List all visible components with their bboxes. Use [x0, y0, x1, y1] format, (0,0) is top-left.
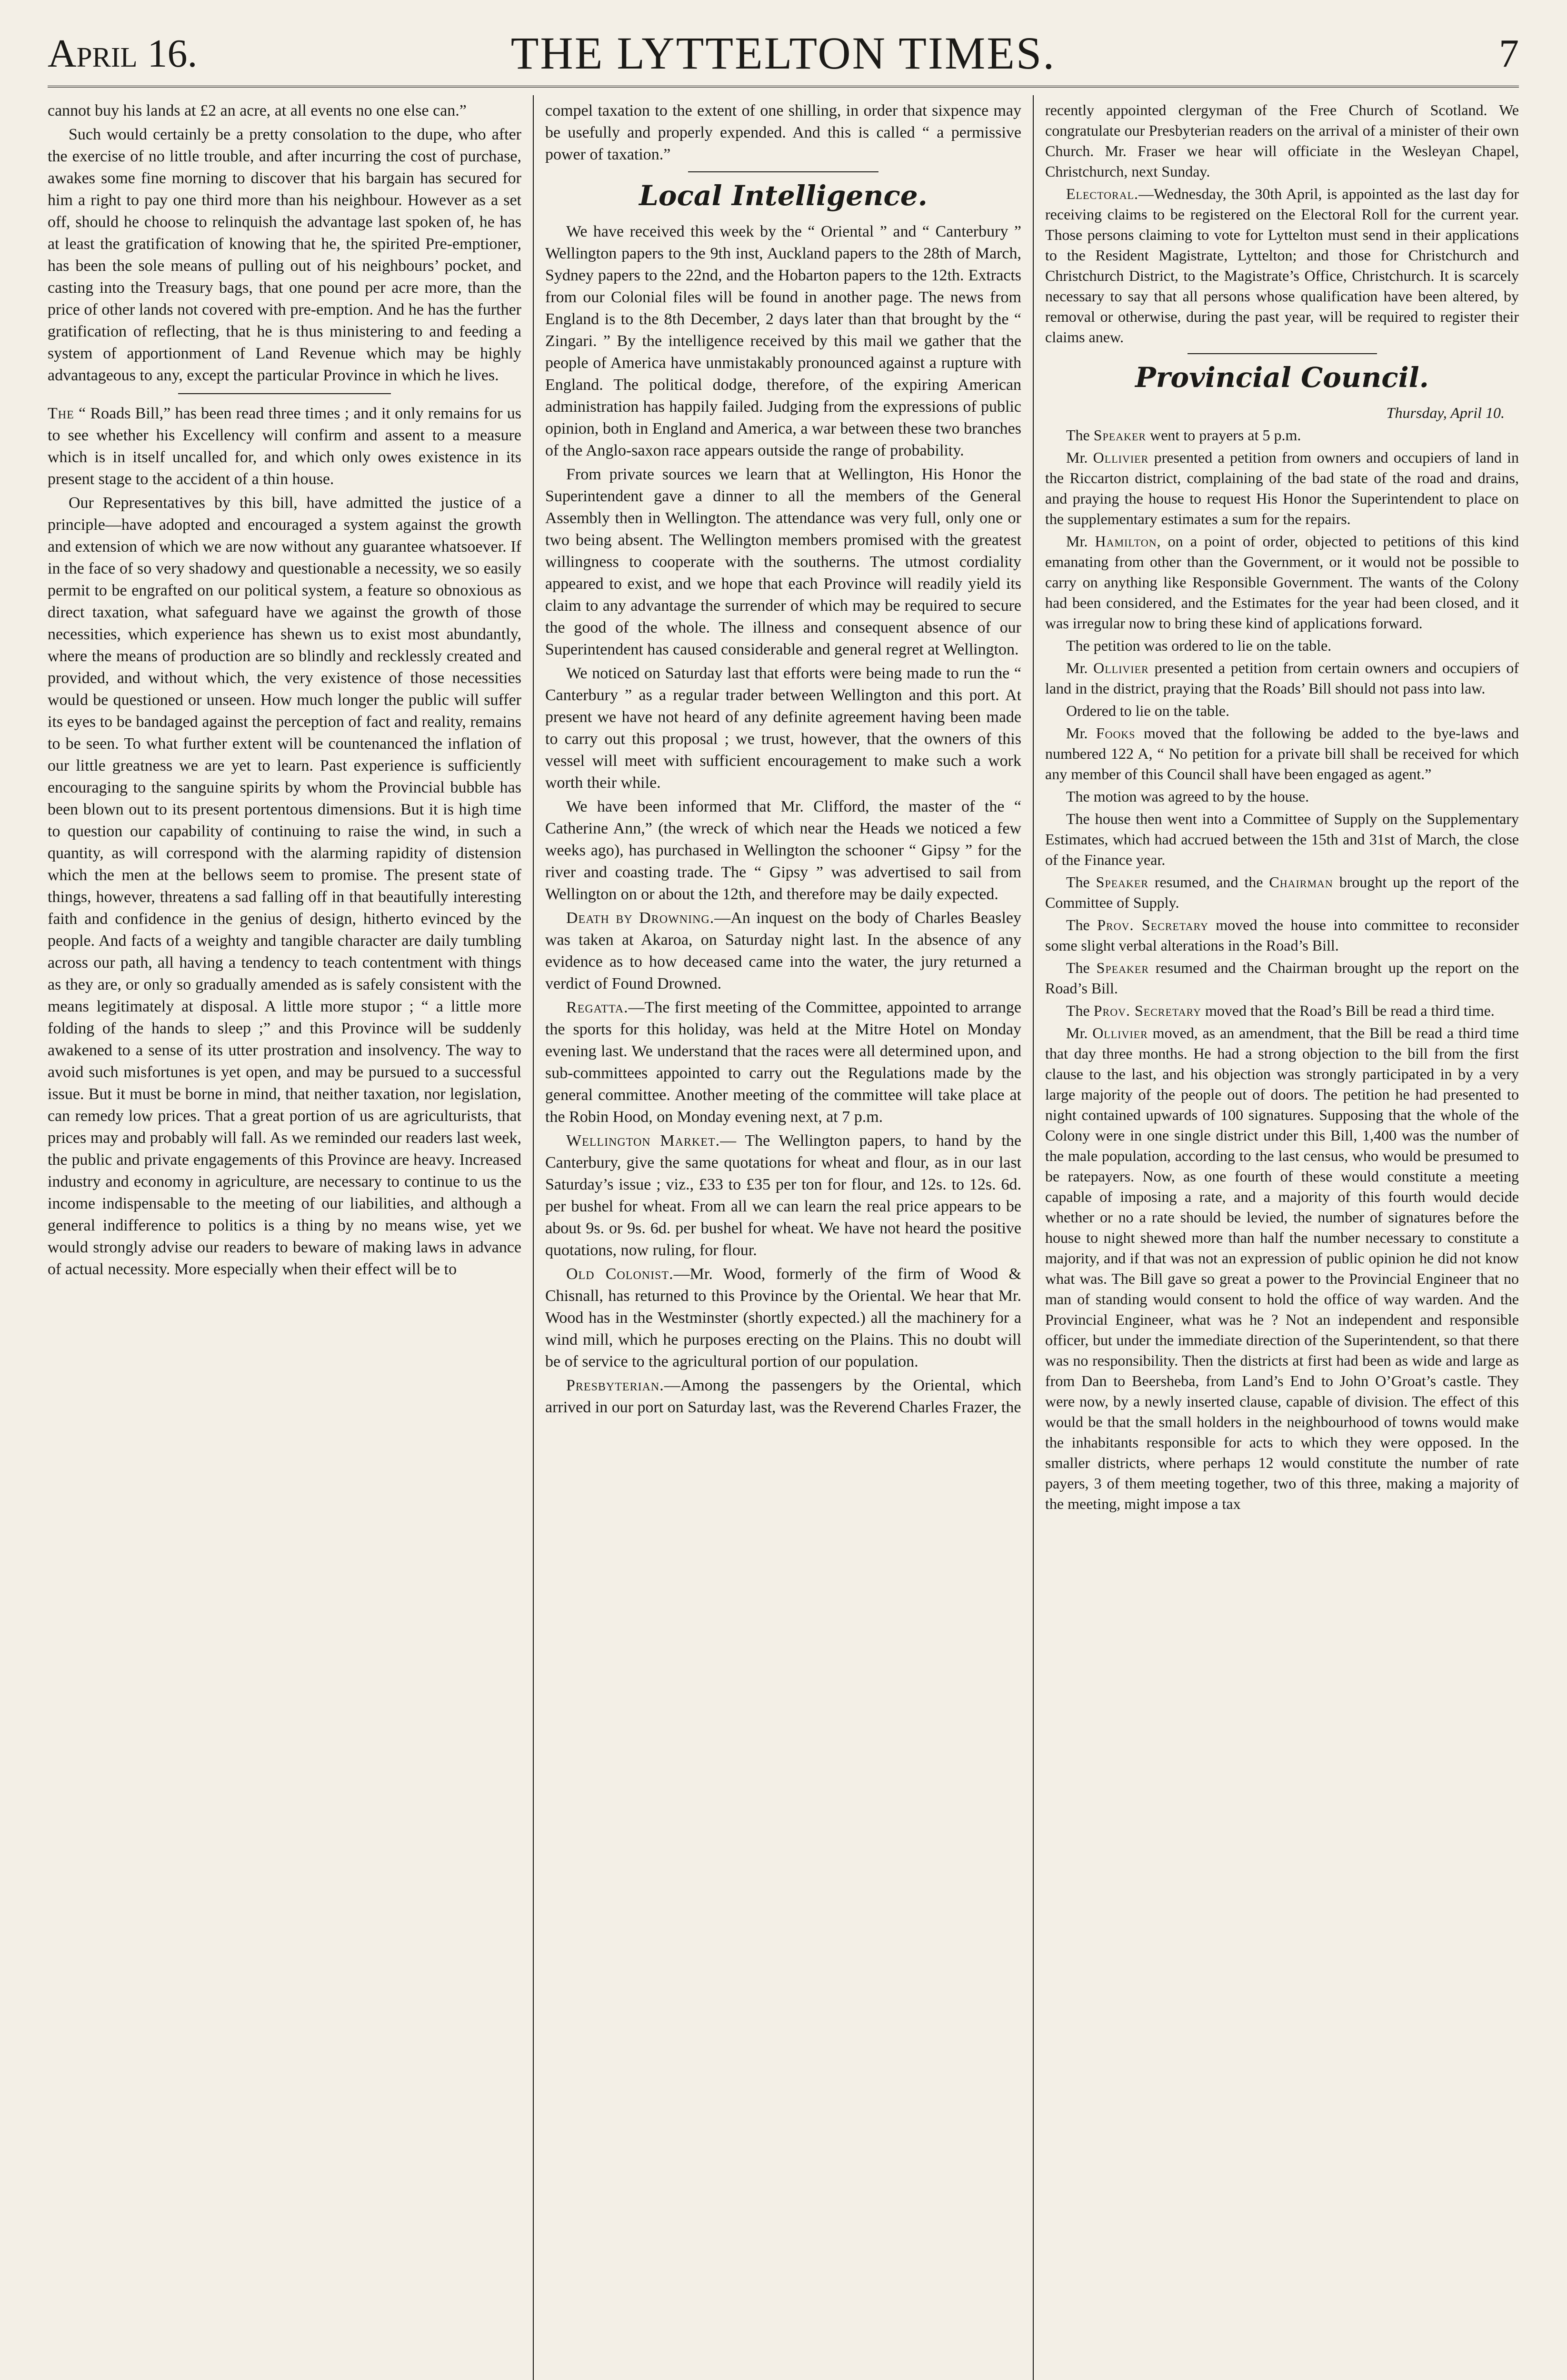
paragraph: We have received this week by the “ Oriental ” and “ Canterbury ” Wellington papers to the 9th inst, Auckland papers to the 28th of March, Sydney papers to the 22nd, and the Hobarton papers to the 12th. Extracts from our Colonial files will be found in another page. The news from England is to the 8th December, 2 days later than that brought by the “ Zingari. ” By the intelligence received by this mail we gather that the people of America have unmistakably pronounced against a rupture with England. The political dodge, therefore, of the expiring American administration has happily failed. Judging from the expressions of public opinion, both in England and America, a war between these two branches of the Anglo-saxon race appears outside the range of probability. — [545, 223, 1021, 459]
text: presented a petition from owners and occupiers of land in the Riccarton district, complaining of the bad state of the road and drains, and praying the house to request His Honor the Superintendent to place on the supplementary estimates a sum for the repairs. — [1045, 449, 1519, 527]
paragraph: compel taxation to the extent of one shilling, in order that sixpence may be usefully and properly expended. And this is called “ a permissive power of taxation.” — [545, 102, 1021, 163]
member-name: Prov. Secretary — [1093, 1002, 1201, 1019]
chairman-name: Chairman — [1269, 873, 1333, 891]
text: The — [1066, 916, 1090, 933]
proceeding: The motion was agreed to by the house. — [1066, 788, 1309, 805]
news-item — [545, 907, 1021, 995]
member-name: Ollivier — [1092, 1024, 1148, 1041]
proceeding — [1045, 1001, 1519, 1021]
column-2 — [545, 100, 1021, 2380]
text: went to prayers at 5 p.m. — [1150, 426, 1301, 444]
member-name: Ollivier — [1093, 449, 1149, 466]
item-text: —The first meeting of the Committee, appointed to arrange the sports for this holiday, was held at the Mitre Hotel on Monday evening last. We understand that the races were all determined upon, and sub-committees appointed to carry out the Regulations made by the general committee. Another meeting of the committee will take place at the Robin Hood, on Monday evening next, at 7 p.m. — [545, 999, 1021, 1126]
text: The — [1066, 1002, 1090, 1019]
section-heading-local-intelligence: Local Intelligence. — [639, 179, 928, 212]
member-name: Prov. Secretary — [1097, 916, 1208, 933]
proceeding — [1045, 872, 1519, 913]
item-lead: Regatta. — [566, 999, 629, 1016]
divider — [688, 171, 878, 172]
text: The — [1066, 426, 1090, 444]
member-name: Fooks — [1096, 724, 1136, 742]
text: Mr. — [1066, 659, 1088, 676]
item-text: —Mr. Wood, formerly of the firm of Wood & Chisnall, has returned to this Province by the Oriental. We hear that Mr. Wood has in the Westminster (shortly expected.) all the machinery for a wind mill, which he purposes erecting on the Plains. This no doubt will be of service to the agricultural portion of our population. — [545, 1265, 1021, 1370]
text: resumed, and the — [1154, 873, 1263, 891]
item-lead: Wellington Market. — [566, 1132, 720, 1150]
text: moved that the Road’s Bill be read a third time. — [1205, 1002, 1495, 1019]
paragraph: cannot buy his lands at £2 an acre, at all events no one else can.” — [48, 102, 467, 119]
news-item — [545, 1263, 1021, 1373]
item-lead: Death by Drowning. — [566, 909, 715, 927]
proceeding: The petition was ordered to lie on the table. — [1066, 637, 1332, 654]
proceeding — [1045, 531, 1519, 634]
text: The — [1066, 873, 1090, 891]
news-item — [545, 1375, 1021, 1418]
proceeding — [1045, 658, 1519, 699]
page-number: 7 — [1499, 31, 1519, 76]
proceeding: Ordered to lie on the table. — [1066, 702, 1229, 719]
column-3 — [1045, 100, 1519, 2380]
masthead — [48, 24, 1519, 88]
proceeding: The house then went into a Committee of Supply on the Supplementary Estimates, which had accrued between the 15th and 31st of March, the close of the Finance year. — [1045, 810, 1519, 868]
text: moved the house into committee to reconsider some slight verbal alterations in the Road’s Bill. — [1045, 916, 1519, 954]
item-text: — The Wellington papers, to hand by the Canterbury, give the same quotations for wheat and flour, as in our last Saturday’s issue ; viz., £33 to £35 per ton for flour, and 12s. to 12s. 6d. per bushel for wheat. From all we can learn the real price appears to be about 9s. or 9s. 6d. per bushel for wheat. We have not heard the positive quotations, now ruling, for flour. — [545, 1132, 1021, 1259]
newspaper-title: THE LYTTELTON TIMES. — [510, 28, 1056, 79]
dateline: Thursday, April 10. — [1386, 404, 1505, 421]
proceeding — [1045, 1023, 1519, 1514]
paragraph: Our Representatives by this bill, have admitted the justice of a principle—have adopted and encouraged a system against the growth and extension of which we are now without any guarantee whatsoever. If in the face of so very shadowy and questionable a necessity, we so easily permit to be engrafted on our political system, a feature so obnoxious as direct taxation, what safeguard have we against the growth of those necessities, which experience has shewn us to exist most abundantly, where the means of production are so blindly and recklessly created and provided, and without which, the very existence of those necessities would be questioned or unseen. How much longer the public will suffer its eyes to be bandaged against the perception of fact and reality, remains to be seen. To what further extent will be countenanced the inflation of our little greatness we are yet to learn. Past experience is sufficiently encouraging to the sanguine spirits by whom the Provincial bubble has been blown out to its present portentous dimensions. But it is high time to question our capability of continuing to raise the wind, in such a quantity, as will correspond with the alarming rapidity of distension which the men at the bellows seem to promise. The present state of things, however, threatens a sad falling off in that beautifully interesting faith and confidence in the genius of design, hitherto evinced by the people. And facts of a weighty and tangible character are daily tumbling across our path, all having a tendency to teach contentment with things as they are, or only so gradually amended as is safely consistent with the means legitimately at disposal. A little more stupor ; “ a little more folding of the hands to sleep ;” and this Province will be suddenly awakened to a sense of its utter prostration and insolvency. The way to avoid such misfortunes is yet open, and may be pursued to a successful issue. But it must be borne in mind, that neither taxation, nor legislation, can remedy low prices. That a great portion of us are agriculturists, that prices may and probably will fall. As we reminded our readers last week, the public and private engagements of this Province are heavy. Increased industry and economy in agriculture, are necessary to continue to us the income indispensable to the meeting of our liabilities, and although a general indifference to politics is a thing by no means wise, yet we would strongly advise our readers to beware of making laws in advance of actual necessity. More especially when their effect will be to — [48, 494, 521, 1278]
item-lead: Presbyterian. — [566, 1377, 664, 1394]
item-lead: Old Colonist. — [566, 1265, 674, 1283]
text: Mr. — [1066, 533, 1088, 550]
paragraph — [48, 403, 521, 490]
paragraph: From private sources we learn that at Wellington, His Honor the Superintendent gave a dinner to all the members of the General Assembly then in Wellington. The attendance was very full, only one or two being absent. The Wellington members promised with the greatest willingness to cooperate with the southerns. The utmost cordiality appeared to exist, and we hope that each Province will readily yield its claim to any advantage the surrender of which may be required to secure the good of the whole. The illness and consequent absence of our Superintendent has caused considerable and general regret at Wellington. — [545, 466, 1021, 658]
text: brought up the report of the Committee of Supply. — [1045, 873, 1519, 911]
text: Mr. — [1066, 1024, 1088, 1041]
news-item — [1045, 184, 1519, 347]
proceeding — [1045, 723, 1519, 784]
text: Mr. — [1066, 724, 1088, 742]
lead-word: The — [48, 405, 74, 422]
text: , on a point of order, objected to petitions of this kind emanating from other than the Government, or it would not be possible to carry on anything like Responsible Government. The wants of the Colony had been considered, and the Estimates for the year had been closed, and it was irregular now to bring these kind of applications forward. — [1045, 533, 1519, 632]
paragraph: We have been informed that Mr. Clifford, the master of the “ Catherine Ann,” (the wreck of which near the Heads we noticed a few weeks ago), has purchased in Wellington the schooner “ Gipsy ” for the river and coasting trade. The “ Gipsy ” was advertised to sail from Wellington on or about the 12th, and therefore may be daily expected. — [545, 798, 1021, 903]
text: Mr. — [1066, 449, 1088, 466]
speaker-name: Speaker — [1093, 426, 1147, 444]
speaker-name: Speaker — [1096, 959, 1149, 976]
text: presented a petition from certain owners and occupiers of land in the district, praying that the Roads’ Bill should not pass into law. — [1045, 659, 1519, 697]
paragraph-text: “ Roads Bill,” has been read three times ; and it only remains for us to see whether his Excellency will confirm and assent to a measure which is in itself uncalled for, and which only owes existence in its present stage to the accident of a thin house. — [48, 405, 521, 488]
section-heading-provincial-council: Provincial Council. — [1135, 361, 1429, 394]
item-text: —Among the passengers by the Oriental, which arrived in our port on Saturday last, was the Reverend Charles Frazer, the — [545, 1377, 1021, 1416]
speaker-name: Speaker — [1096, 873, 1149, 891]
divider — [1188, 353, 1377, 354]
text: The — [1066, 959, 1090, 976]
text: moved that the following be added to the bye-laws and numbered 122 A, “ No petition for a private bill shall be received for which any member of this Council shall have been engaged as agent.” — [1045, 724, 1519, 783]
paragraph: recently appointed clergyman of the Free Church of Scotland. We congratulate our Presbyterian readers on the arrival of a minister of their own Church. Mr. Fraser we hear will officiate in the Wesleyan Chapel, Christchurch, next Sunday. — [1045, 101, 1519, 180]
proceeding — [1045, 958, 1519, 999]
column-1 — [48, 100, 521, 2380]
item-text: —An inquest on the body of Charles Beasley was taken at Akaroa, on Saturday night last. In the absence of any evidence as to how deceased came into the water, the jury returned a verdict of Found Drowned. — [545, 909, 1021, 992]
text: resumed and the Chairman brought up the report on the Road’s Bill. — [1045, 959, 1519, 997]
text: moved, as an amendment, that the Bill be read a third time that day three months. He had a strong objection to the bill from the first clause to the last, and his objection was strongly participated in by a very large majority of the people out of doors. The petition he had presented to night contained upwards of 100 signatures. Supposing that the whole of the Colony were in one single district under this Bill, 1,400 was the number of the male population, according to the last census, who would be presumed to be ratepayers. Now, as one fourth of these would constitute a meeting capable of imposing a rate, and a majority of this fourth would decide whether or no a rate should be levied, the number of signatures before the house to night shewed more than half the number necessary to constitute a majority, and if that was not an expression of public opinion he did not know what was. The Bill gave so great a power to the Provincial Engineer that no man of standing would consent to hold the office of way warden. And the Provincial Engineer, what was he ? Not an independent and responsible officer, but under the immediate direction of the Superintendent, so that there was no responsibility. Then the districts at first had been as wide and large as from Dan to Beersheba, from Land’s End to John O’Groat’s castle. They were now, by a newly inserted clause, capable of division. The effect of this would be that the small holders in the neighbourhood of towns would make the inhabitants responsible for acts to which they were opposed. In the smaller districts, where perhaps 12 would constitute the number of rate payers, 3 of them meeting together, two of this three, making a majority of the meeting, might impose a tax — [1045, 1024, 1519, 1512]
member-name: Ollivier — [1093, 659, 1149, 676]
news-item — [545, 997, 1021, 1128]
paragraph: Such would certainly be a pretty consolation to the dupe, who after the exercise of no little trouble, and after incurring the cost of purchase, awakes some fine morning to discover that his bargain has secured for him a right to pay one third more than his neighbour. However as a set off, should he choose to relinquish the advantage last spoken of, he has at least the gratification of knowing that he, the spirited Pre-emptioner, has been the sole means of pulling out of his neighbours’ pocket, and casting into the Treasury bags, that one pound per acre more, than the price of other lands not covered with pre-emption. And he has the further gratification of reflecting, that he is thus ministering to and feeding a system of apportionment of Land Revenue which may be highly advantageous to any, except the particular Province in which he lives. — [48, 126, 521, 384]
item-lead: Electoral. — [1066, 185, 1139, 202]
item-text: —Wednesday, the 30th April, is appointed as the last day for receiving claims to be registered on the Electoral Roll for the current year. Those persons claiming to vote for Lyttelton must send in their applications to the Resident Magistrate, Lyttelton; and those for Christchurch and Christchurch District, to the Magistrate’s Office, Christchurch. It is scarcely necessary to say that all persons whose qualification have been altered, by removal or otherwise, during the past year, will be required to register their claims anew. — [1045, 185, 1519, 346]
proceeding — [1045, 447, 1519, 529]
proceeding — [1045, 915, 1519, 956]
proceeding — [1045, 425, 1519, 446]
column-rule — [533, 95, 534, 2380]
news-item — [545, 1130, 1021, 1261]
column-rule — [1033, 95, 1034, 2380]
member-name: Hamilton — [1095, 533, 1157, 550]
paragraph: We noticed on Saturday last that efforts were being made to run the “ Canterbury ” as a regular trader between Wellington and this port. At present we have not heard of any definite agreement having been made to carry out this proposal ; we trust, however, that the owners of this vessel will meet with sufficient encouragement to make such a work worth their while. — [545, 664, 1021, 792]
divider — [178, 393, 391, 394]
issue-date: April 16. — [48, 31, 198, 76]
